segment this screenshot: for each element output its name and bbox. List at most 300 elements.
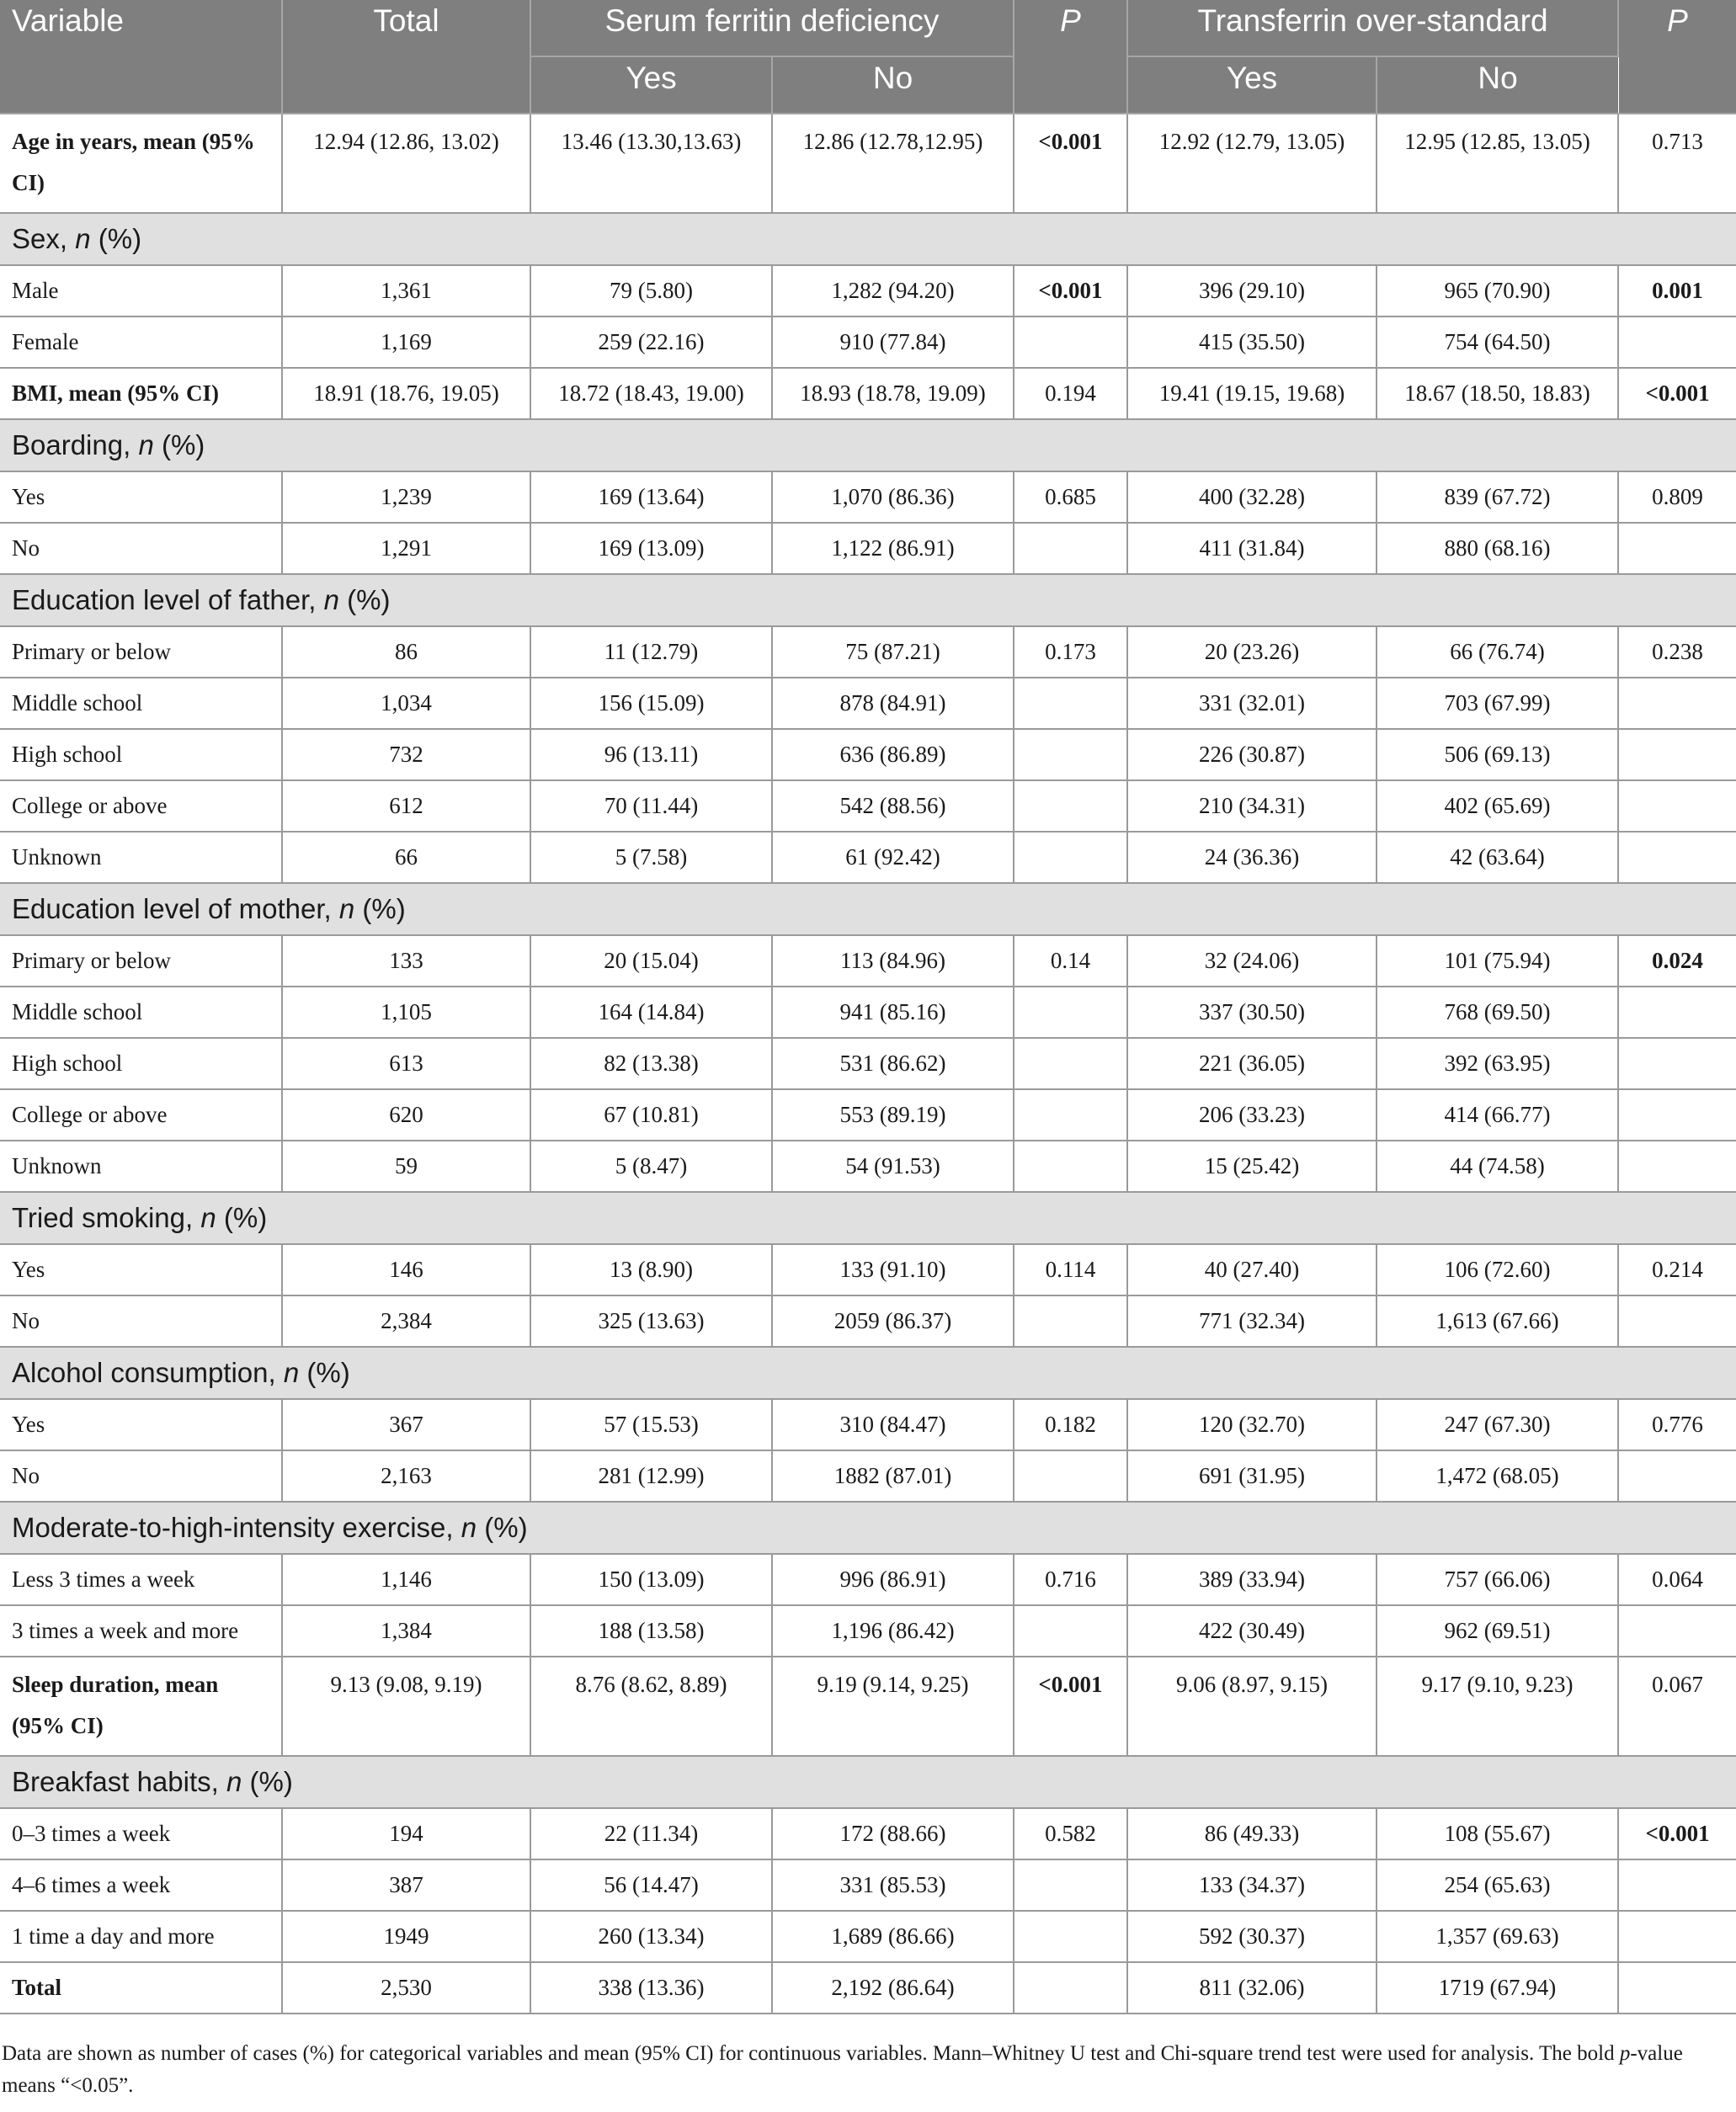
cell-sf-yes: 11 (12.79) xyxy=(530,626,772,678)
cell-sf-no: 2,192 (86.64) xyxy=(772,1962,1014,2014)
cell-p2: 0.064 xyxy=(1618,1554,1736,1605)
cell-tf-no: 101 (75.94) xyxy=(1377,935,1618,987)
cell-sf-no: 2059 (86.37) xyxy=(772,1295,1014,1347)
cell-tf-yes: 415 (35.50) xyxy=(1127,317,1377,368)
cell-tf-no: 392 (63.95) xyxy=(1377,1038,1618,1089)
cell-tf-no: 402 (65.69) xyxy=(1377,780,1618,832)
cell-p1 xyxy=(1014,678,1127,729)
cell-tf-yes: 331 (32.01) xyxy=(1127,678,1377,729)
cell-label: Sleep duration, mean (95% CI) xyxy=(0,1657,282,1756)
cell-tf-no: 414 (66.77) xyxy=(1377,1089,1618,1141)
table-row xyxy=(0,1141,1736,1192)
cell-label: Yes xyxy=(0,471,282,523)
table-row xyxy=(0,832,1736,883)
table-body xyxy=(0,114,1736,2014)
table-row xyxy=(0,1605,1736,1657)
cell-p1: 0.582 xyxy=(1014,1808,1127,1859)
cell-tf-no: 18.67 (18.50, 18.83) xyxy=(1377,368,1618,419)
cell-p2 xyxy=(1618,1038,1736,1089)
cell-total: 367 xyxy=(282,1399,530,1450)
section-row xyxy=(0,1756,1736,1808)
section-n: n xyxy=(200,1202,216,1233)
cell-sf-no: 61 (92.42) xyxy=(772,832,1014,883)
cell-p2 xyxy=(1618,729,1736,780)
cell-total: 2,163 xyxy=(282,1450,530,1502)
cell-label: No xyxy=(0,1295,282,1347)
cell-sf-yes: 56 (14.47) xyxy=(530,1859,772,1911)
cell-p1 xyxy=(1014,729,1127,780)
cell-tf-no: 965 (70.90) xyxy=(1377,265,1618,317)
table-footnote xyxy=(2,2038,1729,2102)
cell-tf-yes: 32 (24.06) xyxy=(1127,935,1377,987)
table-row xyxy=(0,1554,1736,1605)
cell-sf-yes: 5 (7.58) xyxy=(530,832,772,883)
cell-sf-yes: 57 (15.53) xyxy=(530,1399,772,1450)
cell-tf-no: 1719 (67.94) xyxy=(1377,1962,1618,2014)
cell-tf-no: 1,472 (68.05) xyxy=(1377,1450,1618,1502)
header-variable: Variable xyxy=(0,0,282,114)
cell-p2 xyxy=(1618,1911,1736,1962)
header-p-transferrin xyxy=(1618,0,1736,114)
cell-sf-no: 54 (91.53) xyxy=(772,1141,1014,1192)
cell-tf-yes: 389 (33.94) xyxy=(1127,1554,1377,1605)
table-row xyxy=(0,1859,1736,1911)
cell-p1: 0.182 xyxy=(1014,1399,1127,1450)
cell-sf-no: 1,689 (86.66) xyxy=(772,1911,1014,1962)
cell-sf-yes: 22 (11.34) xyxy=(530,1808,772,1859)
cell-sf-no: 133 (91.10) xyxy=(772,1244,1014,1295)
cell-tf-yes: 9.06 (8.97, 9.15) xyxy=(1127,1657,1377,1756)
cell-p2: 0.024 xyxy=(1618,935,1736,987)
cell-tf-no: 768 (69.50) xyxy=(1377,987,1618,1038)
cell-sf-yes: 169 (13.09) xyxy=(530,523,772,574)
cell-sf-yes: 156 (15.09) xyxy=(530,678,772,729)
cell-total: 1,034 xyxy=(282,678,530,729)
cell-tf-yes: 400 (32.28) xyxy=(1127,471,1377,523)
cell-p1 xyxy=(1014,780,1127,832)
table-row xyxy=(0,1450,1736,1502)
cell-p2 xyxy=(1618,1089,1736,1141)
table-row xyxy=(0,114,1736,213)
cell-tf-no: 44 (74.58) xyxy=(1377,1141,1618,1192)
section-suffix: (%) xyxy=(354,893,406,924)
cell-tf-yes: 396 (29.10) xyxy=(1127,265,1377,317)
cell-total: 194 xyxy=(282,1808,530,1859)
section-label: Education level of mother, xyxy=(12,893,339,924)
cell-sf-yes: 150 (13.09) xyxy=(530,1554,772,1605)
cell-p1: <0.001 xyxy=(1014,265,1127,317)
cell-tf-yes: 12.92 (12.79, 13.05) xyxy=(1127,114,1377,213)
cell-p2 xyxy=(1618,1141,1736,1192)
header-p-serum xyxy=(1014,0,1127,114)
cell-tf-no: 66 (76.74) xyxy=(1377,626,1618,678)
section-row xyxy=(0,1192,1736,1244)
cell-p1 xyxy=(1014,1859,1127,1911)
cell-tf-no: 247 (67.30) xyxy=(1377,1399,1618,1450)
cell-label: High school xyxy=(0,1038,282,1089)
section-heading xyxy=(0,883,1736,935)
footnote-part2: -value means “<0.05”. xyxy=(2,2042,1683,2097)
header-transferrin: Transferrin over-standard xyxy=(1127,0,1618,56)
section-label: Breakfast habits, xyxy=(12,1766,226,1797)
cell-sf-no: 1,196 (86.42) xyxy=(772,1605,1014,1657)
cell-sf-yes: 82 (13.38) xyxy=(530,1038,772,1089)
table-header xyxy=(0,0,1736,114)
cell-p2: 0.809 xyxy=(1618,471,1736,523)
section-n: n xyxy=(283,1357,300,1388)
cell-sf-yes: 325 (13.63) xyxy=(530,1295,772,1347)
cell-p1 xyxy=(1014,1962,1127,2014)
cell-total: 1,146 xyxy=(282,1554,530,1605)
cell-tf-no: 42 (63.64) xyxy=(1377,832,1618,883)
cell-sf-no: 996 (86.91) xyxy=(772,1554,1014,1605)
section-heading xyxy=(0,1502,1736,1554)
header-serum-ferritin: Serum ferritin deficiency xyxy=(530,0,1014,56)
cell-p1: 0.194 xyxy=(1014,368,1127,419)
cell-label: Age in years, mean (95% CI) xyxy=(0,114,282,213)
table-row xyxy=(0,471,1736,523)
cell-p2 xyxy=(1618,832,1736,883)
section-suffix: (%) xyxy=(242,1766,293,1797)
cell-total: 620 xyxy=(282,1089,530,1141)
cell-tf-yes: 20 (23.26) xyxy=(1127,626,1377,678)
cell-label: Yes xyxy=(0,1399,282,1450)
cell-tf-yes: 15 (25.42) xyxy=(1127,1141,1377,1192)
section-heading xyxy=(0,1756,1736,1808)
cell-total: 133 xyxy=(282,935,530,987)
cell-p1: <0.001 xyxy=(1014,114,1127,213)
cell-tf-no: 880 (68.16) xyxy=(1377,523,1618,574)
section-suffix: (%) xyxy=(477,1512,528,1543)
cell-sf-no: 910 (77.84) xyxy=(772,317,1014,368)
cell-label: Less 3 times a week xyxy=(0,1554,282,1605)
cell-label: No xyxy=(0,523,282,574)
cell-sf-no: 878 (84.91) xyxy=(772,678,1014,729)
header-sf-no: No xyxy=(772,56,1014,114)
table-row xyxy=(0,1808,1736,1859)
cell-total: 2,530 xyxy=(282,1962,530,2014)
section-label: Moderate-to-high-intensity exercise, xyxy=(12,1512,461,1543)
cell-sf-yes: 70 (11.44) xyxy=(530,780,772,832)
cell-p2 xyxy=(1618,678,1736,729)
table-row xyxy=(0,1399,1736,1450)
cell-sf-yes: 5 (8.47) xyxy=(530,1141,772,1192)
cell-p1 xyxy=(1014,523,1127,574)
cell-label: College or above xyxy=(0,780,282,832)
cell-tf-yes: 86 (49.33) xyxy=(1127,1808,1377,1859)
cell-tf-yes: 206 (33.23) xyxy=(1127,1089,1377,1141)
cell-tf-no: 1,613 (67.66) xyxy=(1377,1295,1618,1347)
cell-sf-yes: 338 (13.36) xyxy=(530,1962,772,2014)
cell-label: 1 time a day and more xyxy=(0,1911,282,1962)
cell-p2 xyxy=(1618,1295,1736,1347)
cell-p2 xyxy=(1618,523,1736,574)
cell-tf-yes: 24 (36.36) xyxy=(1127,832,1377,883)
cell-total: 612 xyxy=(282,780,530,832)
cell-tf-yes: 221 (36.05) xyxy=(1127,1038,1377,1089)
cell-p1 xyxy=(1014,317,1127,368)
cell-tf-no: 757 (66.06) xyxy=(1377,1554,1618,1605)
header-p-transferrin-label: P xyxy=(1667,3,1688,38)
table-row xyxy=(0,729,1736,780)
cell-sf-no: 1,122 (86.91) xyxy=(772,523,1014,574)
table-row xyxy=(0,523,1736,574)
section-heading xyxy=(0,574,1736,626)
cell-p1 xyxy=(1014,1089,1127,1141)
table-row xyxy=(0,987,1736,1038)
header-total: Total xyxy=(282,0,530,114)
cell-label: Primary or below xyxy=(0,935,282,987)
table-row xyxy=(0,1244,1736,1295)
cell-sf-no: 1882 (87.01) xyxy=(772,1450,1014,1502)
section-suffix: (%) xyxy=(338,584,391,615)
cell-p2: 0.776 xyxy=(1618,1399,1736,1450)
section-n: n xyxy=(461,1512,477,1543)
cell-p2: 0.238 xyxy=(1618,626,1736,678)
cell-total: 59 xyxy=(282,1141,530,1192)
cell-sf-no: 172 (88.66) xyxy=(772,1808,1014,1859)
footnote-part1: Data are shown as number of cases (%) for categorical variables and mean (95% CI) for continuous variables. Mann–Whitney U test and Chi-square trend test were used for analysis. The bold xyxy=(2,2042,1620,2065)
cell-sf-yes: 259 (22.16) xyxy=(530,317,772,368)
cell-label: No xyxy=(0,1450,282,1502)
section-label: Education level of father, xyxy=(12,584,324,615)
cell-label: Middle school xyxy=(0,987,282,1038)
footnote-italic: p xyxy=(1619,2042,1631,2065)
cell-p1: 0.716 xyxy=(1014,1554,1127,1605)
cell-total: 18.91 (18.76, 19.05) xyxy=(282,368,530,419)
cell-sf-yes: 281 (12.99) xyxy=(530,1450,772,1502)
cell-sf-yes: 13 (8.90) xyxy=(530,1244,772,1295)
cell-label: Primary or below xyxy=(0,626,282,678)
section-row xyxy=(0,1502,1736,1554)
cell-total: 1,105 xyxy=(282,987,530,1038)
cell-total: 1949 xyxy=(282,1911,530,1962)
cell-sf-yes: 18.72 (18.43, 19.00) xyxy=(530,368,772,419)
cell-sf-no: 542 (88.56) xyxy=(772,780,1014,832)
cell-tf-yes: 120 (32.70) xyxy=(1127,1399,1377,1450)
cell-label: College or above xyxy=(0,1089,282,1141)
cell-tf-no: 839 (67.72) xyxy=(1377,471,1618,523)
cell-sf-yes: 79 (5.80) xyxy=(530,265,772,317)
cell-p2 xyxy=(1618,780,1736,832)
cell-label: Unknown xyxy=(0,1141,282,1192)
cell-total: 146 xyxy=(282,1244,530,1295)
cell-tf-no: 108 (55.67) xyxy=(1377,1808,1618,1859)
header-sf-yes: Yes xyxy=(530,56,772,114)
section-heading xyxy=(0,1192,1736,1244)
section-row xyxy=(0,574,1736,626)
cell-label: Male xyxy=(0,265,282,317)
cell-p2: 0.067 xyxy=(1618,1657,1736,1756)
cell-sf-no: 9.19 (9.14, 9.25) xyxy=(772,1657,1014,1756)
cell-sf-yes: 188 (13.58) xyxy=(530,1605,772,1657)
table-row xyxy=(0,265,1736,317)
cell-p1 xyxy=(1014,1450,1127,1502)
cell-total: 387 xyxy=(282,1859,530,1911)
cell-tf-no: 703 (67.99) xyxy=(1377,678,1618,729)
cell-sf-yes: 67 (10.81) xyxy=(530,1089,772,1141)
section-n: n xyxy=(323,584,339,615)
cell-sf-yes: 164 (14.84) xyxy=(530,987,772,1038)
cell-total: 1,384 xyxy=(282,1605,530,1657)
section-suffix: (%) xyxy=(90,223,142,254)
cell-label: Unknown xyxy=(0,832,282,883)
cell-p1: 0.114 xyxy=(1014,1244,1127,1295)
cell-label: 3 times a week and more xyxy=(0,1605,282,1657)
cell-sf-yes: 13.46 (13.30,13.63) xyxy=(530,114,772,213)
table-row xyxy=(0,1089,1736,1141)
section-heading xyxy=(0,213,1736,265)
cell-total: 613 xyxy=(282,1038,530,1089)
cell-total: 9.13 (9.08, 9.19) xyxy=(282,1657,530,1756)
cell-tf-yes: 337 (30.50) xyxy=(1127,987,1377,1038)
cell-total: 2,384 xyxy=(282,1295,530,1347)
section-suffix: (%) xyxy=(153,429,205,460)
cell-p2 xyxy=(1618,1859,1736,1911)
table-row xyxy=(0,1038,1736,1089)
cell-tf-yes: 411 (31.84) xyxy=(1127,523,1377,574)
cell-sf-no: 113 (84.96) xyxy=(772,935,1014,987)
cell-sf-no: 636 (86.89) xyxy=(772,729,1014,780)
section-n: n xyxy=(338,893,355,924)
cell-total: 732 xyxy=(282,729,530,780)
cell-sf-no: 310 (84.47) xyxy=(772,1399,1014,1450)
section-heading xyxy=(0,419,1736,471)
cell-tf-yes: 40 (27.40) xyxy=(1127,1244,1377,1295)
cell-tf-no: 506 (69.13) xyxy=(1377,729,1618,780)
cell-tf-yes: 226 (30.87) xyxy=(1127,729,1377,780)
table-row xyxy=(0,368,1736,419)
cell-tf-no: 12.95 (12.85, 13.05) xyxy=(1377,114,1618,213)
cell-tf-no: 1,357 (69.63) xyxy=(1377,1911,1618,1962)
section-n: n xyxy=(138,429,154,460)
cell-label: 4–6 times a week xyxy=(0,1859,282,1911)
cell-p1 xyxy=(1014,1038,1127,1089)
cell-tf-yes: 210 (34.31) xyxy=(1127,780,1377,832)
cell-sf-no: 1,070 (86.36) xyxy=(772,471,1014,523)
cell-label: 0–3 times a week xyxy=(0,1808,282,1859)
cell-p2 xyxy=(1618,1962,1736,2014)
cell-sf-no: 331 (85.53) xyxy=(772,1859,1014,1911)
cell-label: Female xyxy=(0,317,282,368)
cell-p2: <0.001 xyxy=(1618,368,1736,419)
cell-p2: 0.713 xyxy=(1618,114,1736,213)
cell-total: 12.94 (12.86, 13.02) xyxy=(282,114,530,213)
section-label: Boarding, xyxy=(12,429,139,460)
cell-sf-yes: 8.76 (8.62, 8.89) xyxy=(530,1657,772,1756)
cell-label: Yes xyxy=(0,1244,282,1295)
cell-sf-yes: 20 (15.04) xyxy=(530,935,772,987)
cell-p1 xyxy=(1014,832,1127,883)
cell-tf-no: 9.17 (9.10, 9.23) xyxy=(1377,1657,1618,1756)
section-n: n xyxy=(226,1766,242,1797)
cell-label: Total xyxy=(0,1962,282,2014)
section-row xyxy=(0,1347,1736,1399)
header-tf-no: No xyxy=(1377,56,1618,114)
section-suffix: (%) xyxy=(299,1357,350,1388)
section-row xyxy=(0,419,1736,471)
cell-sf-no: 941 (85.16) xyxy=(772,987,1014,1038)
cell-p2 xyxy=(1618,987,1736,1038)
table-row xyxy=(0,626,1736,678)
cell-tf-yes: 133 (34.37) xyxy=(1127,1859,1377,1911)
cell-p2: <0.001 xyxy=(1618,1808,1736,1859)
header-tf-yes: Yes xyxy=(1127,56,1377,114)
cell-p1 xyxy=(1014,1141,1127,1192)
cell-sf-no: 1,282 (94.20) xyxy=(772,265,1014,317)
cell-p1 xyxy=(1014,987,1127,1038)
table-row xyxy=(0,780,1736,832)
cell-p1 xyxy=(1014,1911,1127,1962)
cell-p2 xyxy=(1618,317,1736,368)
section-row xyxy=(0,883,1736,935)
cell-tf-no: 106 (72.60) xyxy=(1377,1244,1618,1295)
cell-tf-yes: 592 (30.37) xyxy=(1127,1911,1377,1962)
cell-sf-no: 12.86 (12.78,12.95) xyxy=(772,114,1014,213)
table-row xyxy=(0,678,1736,729)
cell-total: 1,361 xyxy=(282,265,530,317)
cell-tf-no: 962 (69.51) xyxy=(1377,1605,1618,1657)
cell-total: 1,239 xyxy=(282,471,530,523)
cell-p1: <0.001 xyxy=(1014,1657,1127,1756)
table-row xyxy=(0,317,1736,368)
cell-tf-no: 754 (64.50) xyxy=(1377,317,1618,368)
table-row xyxy=(0,1295,1736,1347)
cell-p1 xyxy=(1014,1295,1127,1347)
cell-label: Middle school xyxy=(0,678,282,729)
section-suffix: (%) xyxy=(216,1202,268,1233)
cell-p2: 0.214 xyxy=(1618,1244,1736,1295)
cell-p1: 0.14 xyxy=(1014,935,1127,987)
table-row xyxy=(0,1911,1736,1962)
cell-sf-no: 553 (89.19) xyxy=(772,1089,1014,1141)
section-n: n xyxy=(75,223,91,254)
section-label: Tried smoking, xyxy=(12,1202,201,1233)
cell-sf-no: 75 (87.21) xyxy=(772,626,1014,678)
cell-p2 xyxy=(1618,1605,1736,1657)
cell-total: 86 xyxy=(282,626,530,678)
cell-tf-yes: 811 (32.06) xyxy=(1127,1962,1377,2014)
cell-p2 xyxy=(1618,1450,1736,1502)
cell-total: 66 xyxy=(282,832,530,883)
section-heading xyxy=(0,1347,1736,1399)
cell-tf-yes: 422 (30.49) xyxy=(1127,1605,1377,1657)
section-label: Alcohol consumption, xyxy=(12,1357,284,1388)
cell-tf-no: 254 (65.63) xyxy=(1377,1859,1618,1911)
cell-sf-no: 18.93 (18.78, 19.09) xyxy=(772,368,1014,419)
cell-sf-no: 531 (86.62) xyxy=(772,1038,1014,1089)
cell-label: BMI, mean (95% CI) xyxy=(0,368,282,419)
cell-p1: 0.685 xyxy=(1014,471,1127,523)
cell-total: 1,291 xyxy=(282,523,530,574)
cell-p1: 0.173 xyxy=(1014,626,1127,678)
cell-p1 xyxy=(1014,1605,1127,1657)
cell-total: 1,169 xyxy=(282,317,530,368)
cell-sf-yes: 260 (13.34) xyxy=(530,1911,772,1962)
table-row xyxy=(0,935,1736,987)
header-p-serum-label: P xyxy=(1060,3,1081,38)
section-row xyxy=(0,213,1736,265)
cell-label: High school xyxy=(0,729,282,780)
section-label: Sex, xyxy=(12,223,76,254)
cell-sf-yes: 96 (13.11) xyxy=(530,729,772,780)
table-row xyxy=(0,1962,1736,2014)
cell-tf-yes: 771 (32.34) xyxy=(1127,1295,1377,1347)
cell-p2: 0.001 xyxy=(1618,265,1736,317)
table-row xyxy=(0,1657,1736,1756)
cell-tf-yes: 19.41 (19.15, 19.68) xyxy=(1127,368,1377,419)
cell-sf-yes: 169 (13.64) xyxy=(530,471,772,523)
